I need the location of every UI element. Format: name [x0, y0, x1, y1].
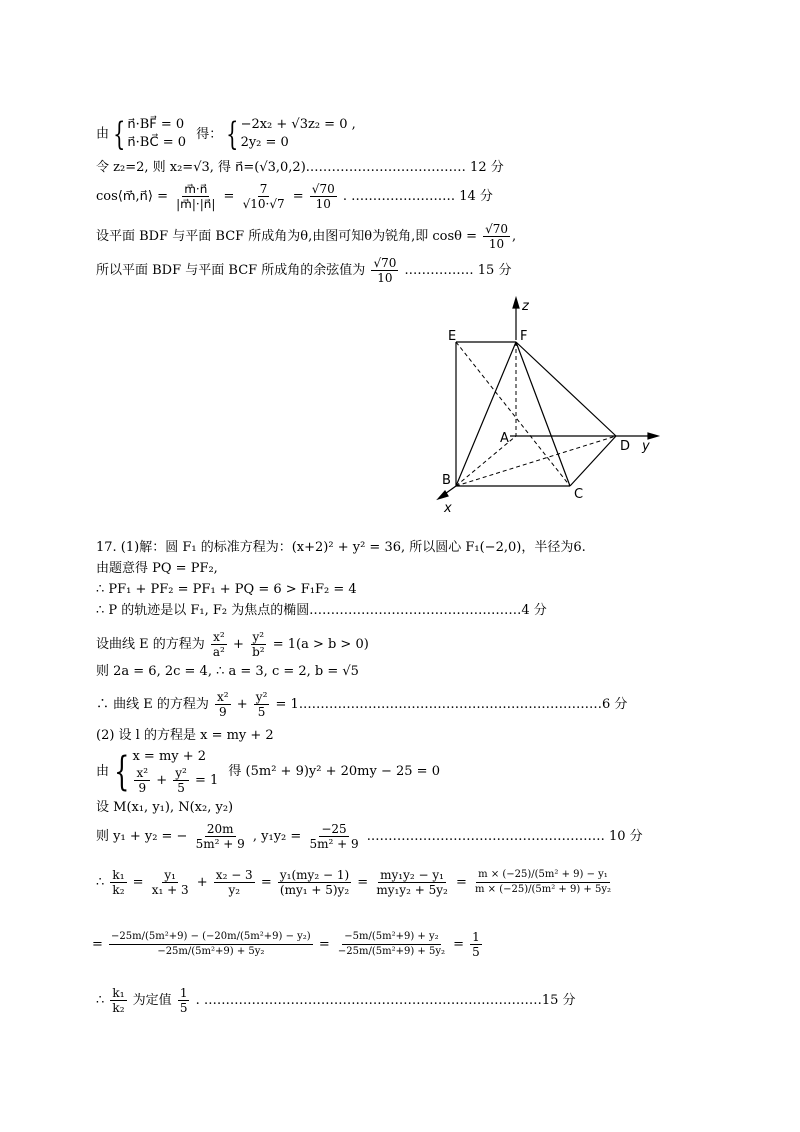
- fraction: [470, 930, 482, 959]
- numerator: y²: [255, 690, 268, 704]
- conclusion-line: [96, 256, 511, 285]
- point-E-label: E: [448, 329, 457, 344]
- sys-eq-2: [132, 766, 218, 795]
- equals: =: [292, 189, 304, 204]
- denominator: √10·√7: [242, 197, 285, 211]
- text: 为定值: [132, 993, 172, 1008]
- angle-text: 设平面 BDF 与平面 BCF 所成角为θ,由图可知θ为锐角,即 cosθ =: [96, 229, 477, 244]
- score: . …………………… 14 分: [342, 189, 493, 204]
- edge-EC: [456, 342, 570, 486]
- numerator: 7: [259, 182, 268, 196]
- denominator: (my₁ + 5)y₂: [279, 883, 350, 897]
- p17-line-4: ∴ P 的轨迹是以 F₁, F₂ 为焦点的椭圆.…………………………………………4 分: [96, 603, 547, 618]
- denominator: k₂: [112, 883, 125, 897]
- therefore-symbol: ∴: [96, 875, 105, 890]
- equals: =: [260, 875, 272, 890]
- p17-line-2: 由题意得 PQ = PF₂,: [96, 561, 218, 576]
- fraction: [250, 630, 267, 659]
- fraction: [109, 930, 313, 959]
- left-brace: {: [226, 115, 239, 153]
- numerator: my₁y₂ − y₁: [380, 868, 444, 882]
- score: .…………… 15 分: [404, 263, 512, 278]
- fraction: [371, 256, 398, 285]
- axis-z-label: z: [522, 299, 529, 314]
- point-B-label: B: [442, 473, 451, 488]
- solid-geometry-figure: [420, 290, 680, 525]
- denominator: m × (−25)/(5m² + 9) + 5y₂: [474, 884, 611, 895]
- fraction: [134, 766, 150, 795]
- edge-FD: [516, 342, 616, 436]
- point-D-label: D: [620, 439, 631, 454]
- numerator: x²: [217, 690, 229, 704]
- text: ∴ 曲线 E 的方程为: [96, 697, 209, 712]
- z-arrow: [513, 298, 519, 308]
- fraction: [178, 986, 190, 1015]
- denominator: k₂: [112, 1001, 125, 1015]
- p17-line-5: [96, 630, 369, 659]
- fraction: [173, 766, 189, 795]
- score: .……………………………………………… 10 分: [366, 829, 643, 844]
- numerator: m⃗·n⃗: [184, 182, 208, 196]
- equals: =: [455, 875, 467, 890]
- equals: =: [318, 937, 330, 952]
- sys-eq-1: x = my + 2: [132, 749, 207, 764]
- denominator: b²: [252, 645, 265, 659]
- p17-line-12: [96, 868, 615, 897]
- numerator: y₁: [164, 868, 176, 882]
- p17-line-8: (2) 设 l 的方程是 x = my + 2: [96, 728, 274, 743]
- numerator: 1: [179, 986, 188, 1000]
- numerator: x²: [136, 766, 149, 780]
- denominator: 10: [315, 197, 331, 211]
- fraction: [336, 930, 447, 959]
- p17-line-9: [96, 748, 440, 795]
- numerator: √70: [485, 222, 509, 236]
- text: = 1.……………………………………………………………6 分: [275, 697, 628, 712]
- edge-FB: [456, 342, 516, 486]
- fraction: [374, 868, 449, 897]
- denominator: 5m² + 9: [195, 837, 245, 851]
- denominator: 9: [219, 705, 227, 719]
- p17-line-11: [96, 822, 643, 851]
- sys-rhs-2: 2y₂ = 0: [240, 135, 289, 150]
- sys-rhs-1: −2x₂ + √3z₂ = 0 ,: [240, 117, 356, 132]
- fraction: [211, 630, 227, 659]
- denominator: −25m/(5m²+9) + 5y₂: [157, 946, 265, 957]
- fraction: [110, 868, 126, 897]
- point-F-label: F: [520, 329, 528, 344]
- denominator: 5: [472, 945, 480, 959]
- sys-rhs: [241, 116, 356, 152]
- plus: +: [196, 875, 208, 890]
- sys-lhs-2: n⃗·BC⃗ = 0: [127, 135, 187, 150]
- sys-lhs: [127, 116, 186, 152]
- angle-line: 设平面 BDF 与平面 BCF 所成角为θ,由图可知θ为锐角,即 cosθ = $\frac{√70}{10}$ ,: [96, 222, 517, 251]
- text: , y₁y₂ =: [252, 829, 302, 844]
- p17-line-14: [96, 986, 576, 1015]
- denominator: 5m² + 9: [309, 837, 359, 851]
- p17-line-6: 则 2a = 6, 2c = 4, ∴ a = 3, c = 2, b = √5: [96, 664, 359, 679]
- axis-y-label: y: [642, 439, 650, 454]
- denominator: |m⃗|·|n⃗|: [176, 197, 216, 211]
- numerator: −25: [321, 822, 347, 836]
- text: = 1(a > b > 0): [272, 637, 369, 652]
- point-C-label: C: [574, 487, 584, 502]
- numerator: k₁: [112, 868, 125, 882]
- p17-line-10: 设 M(x₁, y₁), N(x₂, y₂): [96, 800, 234, 815]
- plus: +: [233, 637, 244, 652]
- p17-line-13: [92, 930, 484, 959]
- numerator: y²: [252, 630, 265, 644]
- text: 由: [96, 764, 110, 779]
- numerator: k₁: [112, 986, 125, 1000]
- fraction: [174, 182, 217, 211]
- axis-x-label: x: [444, 501, 452, 516]
- equals: =: [132, 875, 144, 890]
- denominator: 10: [377, 271, 393, 285]
- sys-from-label: 由: [96, 126, 110, 142]
- cos-lhs: cos⟨m⃗,n⃗⟩ =: [96, 189, 168, 204]
- point-A-label: A: [500, 431, 509, 446]
- denominator: x₁ + 3: [151, 883, 189, 897]
- sys-lhs-1: n⃗·BF⃗ = 0: [127, 117, 185, 132]
- denominator: 5: [177, 781, 185, 795]
- text: 设曲线 E 的方程为: [96, 637, 205, 652]
- left-brace: {: [113, 115, 126, 153]
- fraction: [473, 868, 613, 897]
- denominator: −25m/(5m²+9) + 5y₂: [337, 946, 445, 957]
- denominator: 10: [488, 237, 505, 251]
- fraction: [483, 222, 510, 251]
- denominator: 5: [179, 1001, 188, 1015]
- fraction: [215, 690, 231, 719]
- numerator: y²: [175, 766, 187, 780]
- denominator: y₂: [228, 883, 241, 897]
- plus: +: [236, 697, 248, 712]
- numerator: −5m/(5m²+9) + y₂: [342, 930, 440, 945]
- numerator: √70: [373, 256, 397, 270]
- numerator: x₂ − 3: [215, 868, 253, 882]
- p17-line-1: 17. (1)解：圆 F₁ 的标准方程为：(x+2)² + y² = 36, 所以圆心 F₁(−2,0)，半径为6.: [96, 540, 586, 555]
- normal-vector-line: 令 z₂=2, 则 x₂=√3, 得 n⃗=(√3,0,2).……………………………… 12 分: [96, 160, 504, 175]
- fraction: [241, 182, 287, 211]
- text: 则 y₁ + y₂ = −: [96, 829, 188, 844]
- therefore-symbol: ∴: [96, 993, 105, 1008]
- fraction: [194, 822, 247, 851]
- equals: =: [92, 937, 103, 952]
- cosine-line: [96, 182, 493, 211]
- text: = 1: [194, 773, 219, 788]
- denominator: 9: [138, 781, 147, 795]
- fraction: [150, 868, 191, 897]
- denominator: my₁y₂ + 5y₂: [376, 883, 448, 897]
- sys-get-label: 得：: [196, 126, 223, 142]
- numerator: 1: [472, 930, 480, 944]
- p17-line-3: ∴ PF₁ + PF₂ = PF₁ + PQ = 6 > F₁F₂ = 4: [96, 582, 357, 597]
- numerator: x²: [213, 630, 225, 644]
- fraction: [254, 690, 270, 719]
- equals: =: [223, 189, 235, 204]
- numerator: m × (−25)/(5m² + 9) − y₁: [476, 868, 610, 883]
- equals: =: [453, 937, 465, 952]
- numerator: −25m/(5m²+9) − (−20m/(5m²+9) − y₂): [109, 930, 313, 945]
- fraction: [214, 868, 255, 897]
- fraction: [307, 822, 360, 851]
- equals: =: [357, 875, 369, 890]
- system-equation-line: [96, 116, 356, 152]
- denominator: a²: [212, 645, 225, 659]
- fraction: [310, 182, 337, 211]
- fraction: [278, 868, 351, 897]
- fraction: [110, 986, 126, 1015]
- denominator: 5: [257, 705, 266, 719]
- plus: +: [156, 773, 168, 788]
- numerator: √70: [311, 182, 335, 196]
- system: [132, 748, 218, 795]
- text: 得 (5m² + 9)y² + 20my − 25 = 0: [228, 764, 440, 779]
- left-brace: {: [114, 748, 130, 795]
- p17-line-7: [96, 690, 627, 719]
- conclusion-text: 所以平面 BDF 与平面 BCF 所成角的余弦值为: [96, 263, 366, 278]
- score: . ……………………………………………………………………15 分: [195, 993, 576, 1008]
- numerator: y₁(my₂ − 1): [279, 868, 350, 882]
- numerator: 20m: [206, 822, 234, 836]
